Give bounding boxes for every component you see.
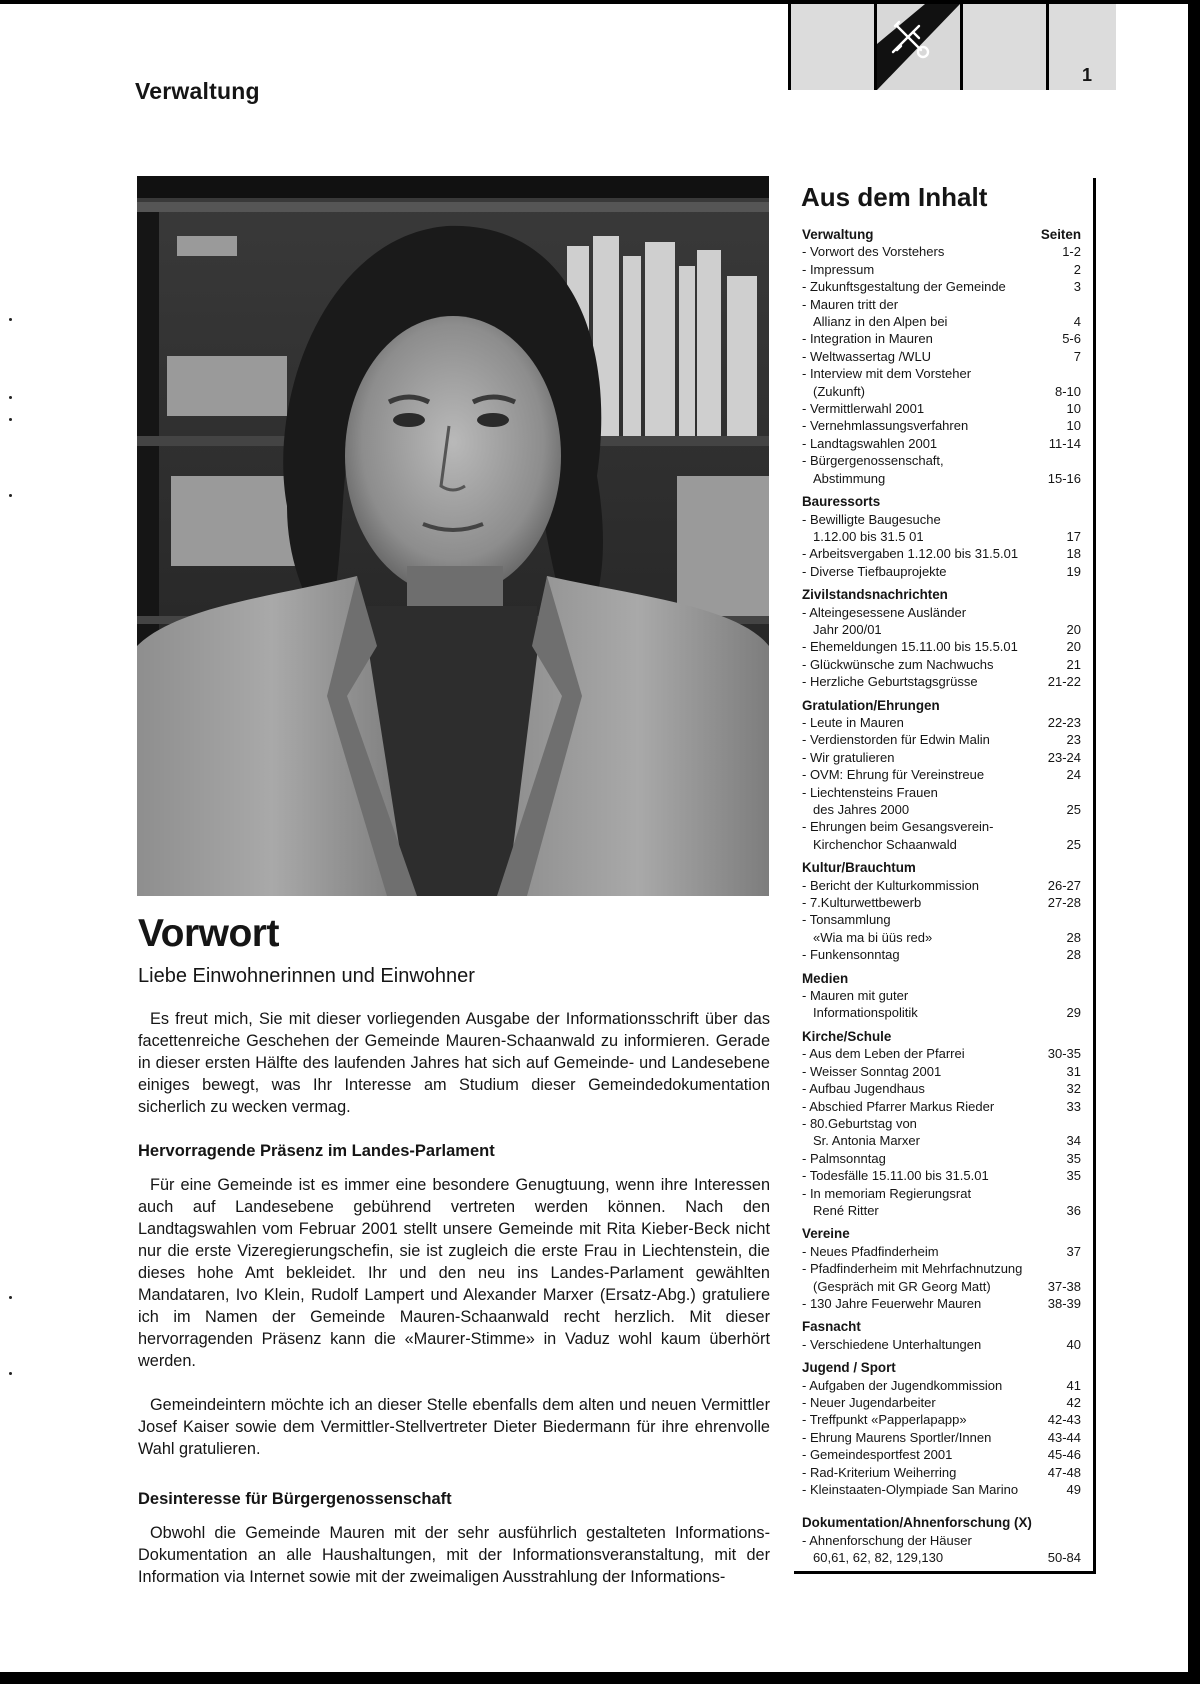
toc-section-heading: [802, 970, 1081, 987]
toc-item-label: - Interview mit dem Vorsteher (Zukunft): [802, 366, 972, 399]
toc-item-pages: 4: [1073, 314, 1081, 330]
toc-item-label: - Bericht der Kulturkommission: [802, 877, 979, 893]
toc-item-label: - Aufgaben der Jugendkommission: [802, 1377, 1003, 1393]
toc-item-pages: 49: [1066, 1482, 1081, 1498]
toc-item-pages: 15-16: [1047, 470, 1081, 486]
toc-item[interactable]: [802, 911, 1081, 946]
toc-item-label: - Rad-Kriterium Weiherring: [802, 1464, 957, 1480]
toc-item-label: - Vermittlerwahl 2001: [802, 401, 925, 417]
toc-item-label: - Neuer Jugendarbeiter: [802, 1395, 936, 1410]
toc-item[interactable]: [802, 435, 1081, 452]
toc-item-label: - Liechtensteins Frauen des Jahres 2000: [802, 784, 938, 817]
toc-item[interactable]: [802, 1185, 1081, 1220]
toc-item[interactable]: [802, 1411, 1081, 1428]
margin-mark: [9, 396, 12, 399]
toc-item-pages: 37: [1066, 1243, 1081, 1259]
toc-item-pages: 38-39: [1047, 1295, 1081, 1311]
toc-item[interactable]: [802, 784, 1081, 819]
toc-item-label: - Aufbau Jugendhaus: [802, 1081, 925, 1097]
toc-item[interactable]: [802, 1243, 1081, 1260]
article: [138, 912, 770, 1588]
toc-item-pages: 26-27: [1047, 877, 1081, 893]
toc-item-pages: 42-43: [1047, 1412, 1081, 1428]
toc-item[interactable]: [802, 1464, 1081, 1481]
toc-item-label: - Herzliche Geburtstagsgrüsse: [802, 674, 978, 690]
toc-item-label: - Vernehmlassungsverfahren: [802, 418, 969, 434]
toc-item[interactable]: [802, 946, 1081, 963]
toc-item[interactable]: [802, 877, 1081, 894]
toc-section-heading: [802, 1514, 1081, 1531]
toc-section-label: Vereine: [802, 1226, 850, 1242]
toc-item-pages: 24: [1066, 767, 1081, 783]
toc-item-label: - Pfadfinderheim mit Mehrfachnutzung (Gespräch mit GR Georg Matt): [802, 1261, 1023, 1294]
toc-item[interactable]: [802, 1394, 1081, 1411]
margin-mark: [9, 494, 12, 497]
toc-section-label: Jugend / Sport: [802, 1360, 896, 1376]
toc-item-pages: 11-14: [1048, 435, 1081, 451]
toc-item-pages: 10: [1066, 418, 1081, 434]
margin-mark: [9, 1372, 12, 1375]
toc-item[interactable]: [802, 638, 1081, 655]
toc-title: Aus dem Inhalt: [801, 182, 988, 212]
toc-item-label: - Alteingesessene Ausländer Jahr 200/01: [802, 604, 967, 637]
toc-item-label: - Mauren tritt der Allianz in den Alpen bei: [802, 296, 948, 330]
toc-item-label: - Aus dem Leben der Pfarrei: [802, 1046, 965, 1062]
toc-item[interactable]: [802, 1336, 1081, 1353]
toc-section-heading: [802, 1028, 1081, 1045]
crossed-keys-icon: [877, 4, 960, 90]
toc-item-pages: 41: [1066, 1377, 1081, 1393]
toc-item[interactable]: [802, 296, 1081, 331]
toc-item[interactable]: [802, 417, 1081, 434]
toc-item[interactable]: [802, 1295, 1081, 1312]
toc-item-label: - Ehemeldungen 15.11.00 bis 15.5.01: [802, 639, 1018, 655]
toc-item[interactable]: [802, 563, 1081, 580]
toc-item-label: - 130 Jahre Feuerwehr Mauren: [802, 1295, 982, 1311]
toc-item-pages: 33: [1066, 1098, 1081, 1114]
toc-item-label: - Ehrung Maurens Sportler/Innen: [802, 1429, 992, 1445]
toc-item-label: - Kleinstaaten-Olympiade San Marino: [802, 1482, 1019, 1498]
toc-item-pages: 21: [1066, 656, 1081, 672]
toc-item[interactable]: [802, 894, 1081, 911]
toc-item-label: - Zukunftsgestaltung der Gemeinde: [802, 279, 1006, 295]
toc-section-label: Kultur/Brauchtum: [802, 860, 916, 876]
toc-item-label: - Treffpunkt «Papperlapapp»: [802, 1412, 967, 1428]
toc-section-heading: [802, 1359, 1081, 1376]
toc-section-heading: [802, 1225, 1081, 1242]
toc-item-pages: 47-48: [1047, 1464, 1081, 1480]
page-bottom-border: [0, 1672, 1200, 1684]
toc-item-label: - Gemeindesportfest 2001: [802, 1447, 953, 1463]
toc-section-label: Zivilstandsnachrichten: [802, 587, 948, 603]
toc-item-pages: 34: [1066, 1133, 1081, 1149]
toc-item[interactable]: [802, 604, 1081, 639]
toc-item[interactable]: [802, 365, 1081, 400]
toc-item-label: - Impressum: [802, 261, 875, 277]
portrait-photo: [137, 176, 769, 896]
toc-item-label: - Ahnenforschung der Häuser 60,61, 62, 82, 129,130: [802, 1532, 972, 1566]
toc-item[interactable]: [802, 1446, 1081, 1463]
toc-item-pages: 28: [1066, 929, 1081, 945]
toc-item-pages: 50-84: [1047, 1550, 1081, 1566]
toc-item-label: - Bürgergenossenschaft, Abstimmung: [802, 453, 944, 486]
toc-item[interactable]: [802, 749, 1081, 766]
toc-item-label: - Ehrungen beim Gesangsverein- Kirchenchor Schaanwald: [802, 819, 994, 852]
article-title: Vorwort: [138, 912, 279, 955]
toc-section-heading: [802, 493, 1081, 510]
toc-item-label: - Todesfälle 15.11.00 bis 31.5.01: [802, 1168, 989, 1184]
section-tab-strip: [788, 4, 1116, 90]
toc-section-heading: [802, 859, 1081, 876]
toc-item-pages: 25: [1066, 802, 1081, 817]
toc-item[interactable]: [802, 987, 1081, 1022]
toc-section-label: Dokumentation/Ahnenforschung (X): [802, 1515, 1032, 1531]
article-subtitle: Liebe Einwohnerinnen und Einwohner: [138, 965, 475, 987]
section-tab[interactable]: [788, 4, 874, 90]
article-paragraph: Obwohl die Gemeinde Mauren mit der sehr ausführlich gestalteten Informations-Dokumentation an alle Haushaltungen, mit der Informationsveranstaltung, mit der Information via Internet sowie mit der zweimaligen Ausstrahlung der Informations-: [138, 1524, 770, 1586]
toc-section-heading: [802, 586, 1081, 603]
toc-item-pages: 35: [1066, 1168, 1081, 1184]
toc-item-label: - Verschiedene Unterhaltungen: [802, 1336, 982, 1352]
article-paragraph: Für eine Gemeinde ist es immer eine besondere Genugtuung, wenn ihre Interessen auch auf Landesebene gebührend vertreten werden können. Nach den Landtagswahlen vom Februar 2001 stellt unsere Gemeinde mit Rita Kieber-Beck nicht nur die erste Vizeregierungschefin, sie ist zugleich die erste Frau in Liechtenstein, die dieses hohe Amt bekleidet. Ihr und den neu ins Landes-Parlament gewählten Mandataren, Ivo Klein, Rudolf Lampert und Alexander Marxer (Ersatz-Abg.) gratuliere ich im Namen der Gemeinde Mauren-Schaanwald recht herzlich. Mit dieser hervorragenden Präsenz kann die «Maurer-Stimme» in Vaduz wohl kaum überhört werden.: [138, 1176, 770, 1370]
toc-item-pages: 28: [1066, 947, 1081, 963]
toc-item[interactable]: [802, 1150, 1081, 1167]
toc-item[interactable]: [802, 766, 1081, 783]
toc-item-label: - Wir gratulieren: [802, 749, 895, 765]
toc-section-label: Medien: [802, 970, 849, 986]
toc-item-label: - 80.Geburtstag von Sr. Antonia Marxer: [802, 1115, 920, 1149]
toc-item-pages: 18: [1066, 546, 1081, 562]
toc-item-label: - Integration in Mauren: [802, 331, 933, 347]
toc-pages-label: Seiten: [1040, 227, 1081, 242]
toc-item[interactable]: [802, 1167, 1081, 1184]
toc-item-label: - Diverse Tiefbauprojekte: [802, 563, 947, 579]
toc-item[interactable]: [802, 1429, 1081, 1446]
toc-item-pages: 30-35: [1047, 1046, 1081, 1062]
toc-item-label: - Mauren mit guter Informationspolitik: [802, 988, 918, 1021]
toc-item[interactable]: [802, 1063, 1081, 1080]
toc-item-pages: 19: [1066, 563, 1081, 579]
toc-item-pages: 32: [1066, 1081, 1081, 1097]
toc-item-pages: 42: [1066, 1395, 1081, 1410]
toc-item-pages: 7: [1073, 348, 1081, 364]
toc-item[interactable]: [802, 673, 1081, 690]
toc-item-label: - Weltwassertag /WLU: [802, 348, 932, 364]
toc-item[interactable]: [802, 400, 1081, 417]
toc-item[interactable]: [802, 1481, 1081, 1498]
margin-mark: [9, 1296, 12, 1299]
margin-mark: [9, 318, 12, 321]
toc-section-heading: [802, 697, 1081, 714]
toc-item-pages: 23: [1066, 732, 1081, 748]
toc-section-heading: [802, 226, 1081, 243]
page-right-border: [1188, 0, 1200, 1684]
toc-section-label: Verwaltung: [802, 227, 874, 242]
toc-item-pages: 5-6: [1062, 331, 1081, 347]
page-number: 1: [1081, 65, 1092, 85]
toc-item[interactable]: [802, 348, 1081, 365]
toc-item[interactable]: [802, 1080, 1081, 1097]
section-tab[interactable]: [1046, 4, 1116, 90]
toc-item[interactable]: [802, 243, 1081, 260]
toc-item-pages: 40: [1066, 1336, 1081, 1352]
toc-item-label: - Landtagswahlen 2001: [802, 435, 938, 451]
toc-item-label: - OVM: Ehrung für Vereinstreue: [802, 767, 985, 783]
toc-item-pages: 20: [1066, 639, 1081, 655]
toc-item[interactable]: [802, 818, 1081, 853]
toc-item-label: - Arbeitsvergaben 1.12.00 bis 31.5.01: [802, 546, 1019, 562]
toc-item[interactable]: [802, 1115, 1081, 1150]
toc-item-pages: 17: [1066, 528, 1081, 544]
toc-item-label: - Leute in Mauren: [802, 714, 904, 730]
section-tab[interactable]: [960, 4, 1046, 90]
toc-item-pages: 45-46: [1047, 1447, 1081, 1463]
toc-section-label: Bauressorts: [802, 494, 881, 510]
toc-item-pages: 20: [1066, 621, 1081, 637]
toc-item-pages: 25: [1066, 836, 1081, 852]
toc-item-label: - Abschied Pfarrer Markus Rieder: [802, 1098, 995, 1114]
article-subheading: Desinteresse für Bürgergenossenschaft: [138, 1490, 452, 1508]
toc-list: [794, 226, 1093, 1567]
toc-item-label: - Verdienstorden für Edwin Malin: [802, 732, 990, 748]
toc-item-label: - Palmsonntag: [802, 1150, 886, 1166]
toc-item-pages: 21-22: [1047, 674, 1081, 690]
toc-item[interactable]: [802, 1377, 1081, 1394]
toc-item-pages: 27-28: [1047, 895, 1081, 911]
toc-item-pages: 35: [1066, 1150, 1081, 1166]
article-subheading: Hervorragende Präsenz im Landes-Parlament: [138, 1142, 495, 1160]
toc-item-label: - Tonsammlung «Wia ma bi üüs red»: [802, 912, 933, 945]
toc-item-label: - Bewilligte Baugesuche 1.12.00 bis 31.5 01: [802, 511, 941, 544]
article-paragraph: Es freut mich, Sie mit dieser vorliegenden Ausgabe der Informationsschrift über das facettenreiche Geschehen der Gemeinde Mauren-Schaanwald zu informieren. Gerade in dieser ersten Hälfte des laufenden Jahres hat sich auf Gemeinde- und Landesebene einiges bewegt, was Ihr Interesse am Studium dieser Gemeindedokumentation sicherlich zu wecken vermag.: [138, 1010, 770, 1116]
toc-item-label: - In memoriam Regierungsrat René Ritter: [802, 1185, 972, 1218]
section-tab-active[interactable]: [874, 4, 960, 90]
section-label: Verwaltung: [135, 78, 260, 104]
toc-item[interactable]: [802, 545, 1081, 562]
article-paragraph: Gemeindeintern möchte ich an dieser Stelle ebenfalls dem alten und neuen Vermittler Josef Kaiser sowie dem Vermittler-Stellvertreter Dieter Biedermann für ihre ehrenvolle Wahl gratulieren.: [138, 1396, 770, 1458]
toc-item-pages: 29: [1066, 1005, 1081, 1021]
toc-item-pages: 37-38: [1047, 1278, 1081, 1294]
toc-item-pages: 10: [1066, 401, 1081, 417]
toc-item-label: - Weisser Sonntag 2001: [802, 1063, 942, 1079]
toc-item-label: - Glückwünsche zum Nachwuchs: [802, 656, 994, 672]
toc-item-pages: 43-44: [1047, 1429, 1081, 1445]
toc-section-label: Gratulation/Ehrungen: [802, 697, 940, 713]
toc-item[interactable]: [802, 452, 1081, 487]
toc-section-heading: [802, 1318, 1081, 1335]
toc-item[interactable]: [802, 731, 1081, 748]
toc-item-pages: 23-24: [1047, 749, 1081, 765]
toc-item[interactable]: [802, 1098, 1081, 1115]
toc-section-label: Fasnacht: [802, 1319, 861, 1335]
toc-item-label: - 7.Kulturwettbewerb: [802, 895, 922, 911]
toc-item[interactable]: [802, 278, 1081, 295]
toc-item[interactable]: [802, 1260, 1081, 1295]
toc-item[interactable]: [802, 261, 1081, 278]
toc-item-pages: 1-2: [1062, 244, 1081, 260]
table-of-contents: [794, 178, 1096, 1574]
toc-section-label: Kirche/Schule: [802, 1028, 892, 1044]
portrait-image: [137, 176, 769, 896]
toc-item[interactable]: [802, 511, 1081, 546]
toc-item[interactable]: [802, 1532, 1081, 1567]
toc-item[interactable]: [802, 714, 1081, 731]
toc-item[interactable]: [802, 656, 1081, 673]
toc-item-pages: 8-10: [1054, 383, 1081, 399]
toc-item-pages: 2: [1073, 261, 1081, 277]
margin-mark: [9, 418, 12, 421]
toc-item-label: - Vorwort des Vorstehers: [802, 244, 945, 260]
toc-item-pages: 3: [1073, 279, 1081, 295]
toc-item-pages: 36: [1066, 1202, 1081, 1218]
toc-item-pages: 22-23: [1047, 714, 1081, 730]
toc-item-pages: 31: [1066, 1063, 1081, 1079]
toc-item-label: - Funkensonntag: [802, 947, 900, 963]
toc-item[interactable]: [802, 1045, 1081, 1062]
toc-item-label: - Neues Pfadfinderheim: [802, 1243, 939, 1259]
toc-item[interactable]: [802, 330, 1081, 347]
